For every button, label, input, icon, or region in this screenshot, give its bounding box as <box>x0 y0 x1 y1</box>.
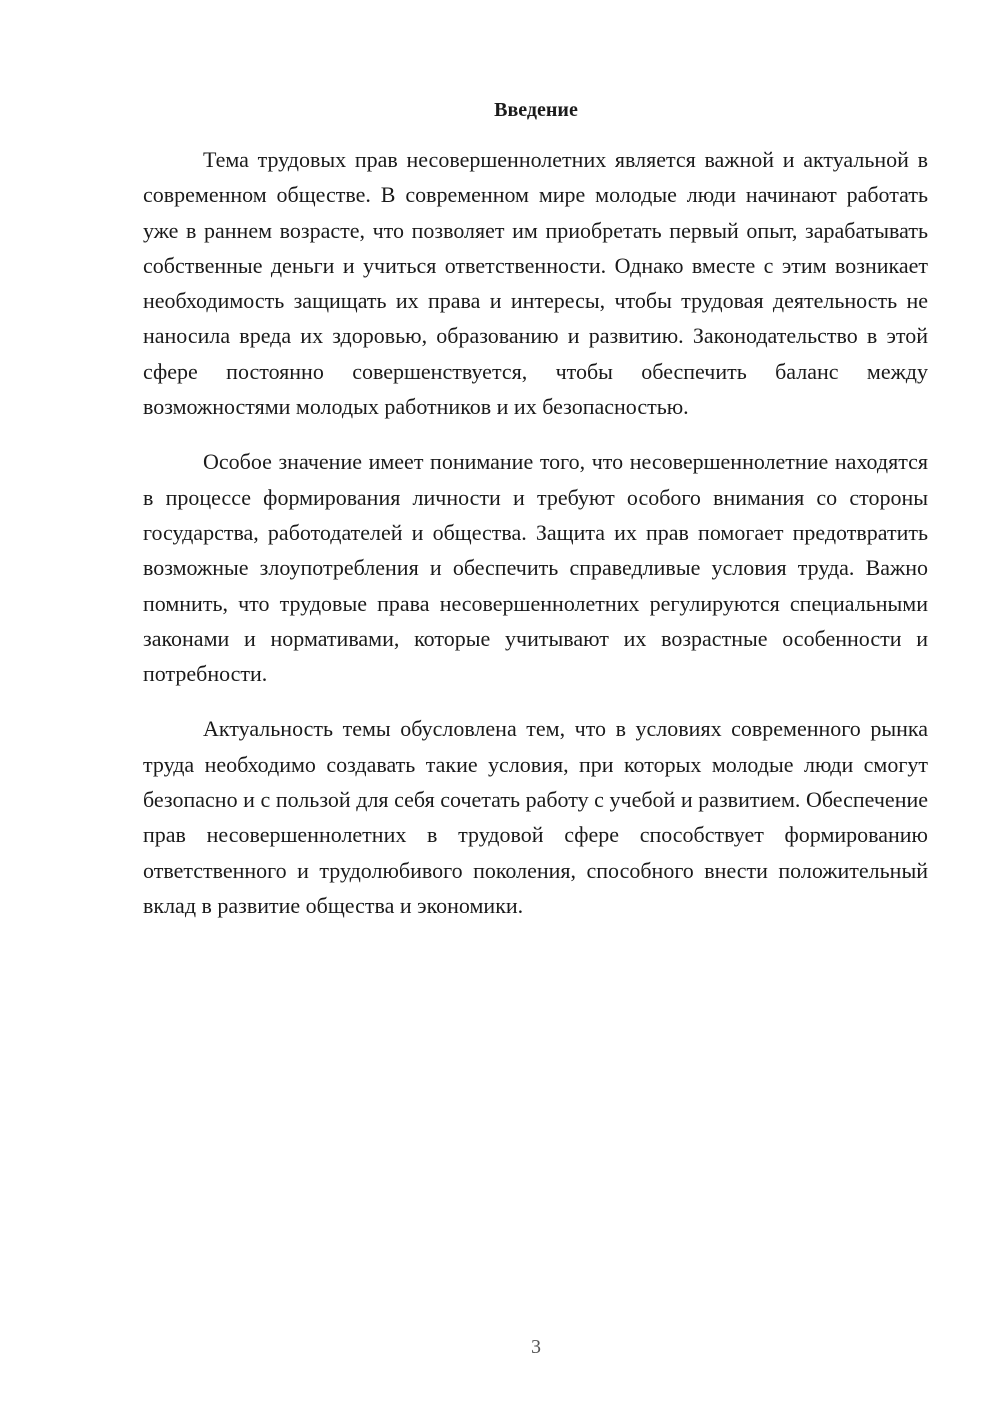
document-body <box>143 142 928 943</box>
paragraph-1: Тема трудовых прав несовершеннолетних является важной и актуальной в современном обществе. В современном мире молодые люди начинают работать уже в раннем возрасте, что позволяет им приобретать первый опыт, зарабатывать собственные деньги и учиться ответственности. Однако вместе с этим возникает необходимость защищать их права и интересы, чтобы трудовая деятельность не наносила вреда их здоровью, образованию и развитию. Законодательство в этой сфере постоянно совершенствуется, чтобы обеспечить баланс между возможностями молодых работников и их безопасностью. <box>143 147 928 420</box>
paragraph-3: Актуальность темы обусловлена тем, что в условиях современного рынка труда необходимо создавать такие условия, при которых молодые люди смогут безопасно и с пользой для себя сочетать работу с учебой и развитием. Обеспечение прав несовершеннолетних в трудовой сфере способствует формированию ответственного и трудолюбивого поколения, способного внести положительный вклад в развитие общества и экономики. <box>143 716 928 918</box>
paragraph-2: Особое значение имеет понимание того, что несовершеннолетние находятся в процессе формирования личности и требуют особого внимания со стороны государства, работодателей и общества. Защита их прав помогает предотвратить возможные злоупотребления и обеспечить справедливые условия труда. Важно помнить, что трудовые права несовершеннолетних регулируются специальными законами и нормативами, которые учитывают их возрастные особенности и потребности. <box>143 449 928 687</box>
section-title: Введение <box>494 99 578 121</box>
page-number: 3 <box>531 1336 541 1358</box>
